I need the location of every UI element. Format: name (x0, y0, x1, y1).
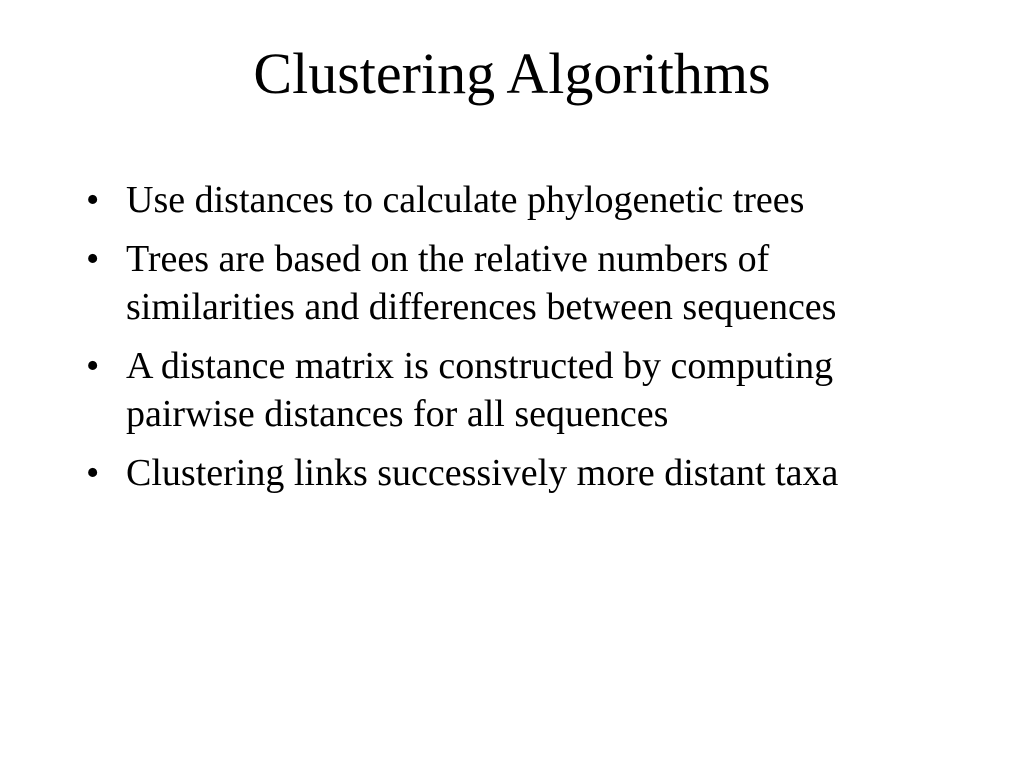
bullet-dot-icon: • (86, 452, 100, 494)
slide-title: Clustering Algorithms (253, 41, 771, 106)
bullet-dot-icon: • (86, 238, 100, 280)
bullet-dot-icon: • (86, 345, 100, 387)
bullet-text: A distance matrix is constructed by computing pairwise distances for all sequences (126, 345, 834, 435)
bullet-item (86, 235, 936, 331)
bullet-list (86, 176, 936, 508)
bullet-text: Use distances to calculate phylogenetic trees (126, 179, 805, 221)
bullet-item (86, 176, 936, 224)
bullet-item (86, 342, 936, 438)
bullet-dot-icon: • (86, 179, 100, 221)
bullet-text: Trees are based on the relative numbers of similarities and differences between sequences (126, 238, 837, 328)
bullet-text: Clustering links successively more distant taxa (126, 452, 839, 494)
bullet-item (86, 449, 936, 497)
